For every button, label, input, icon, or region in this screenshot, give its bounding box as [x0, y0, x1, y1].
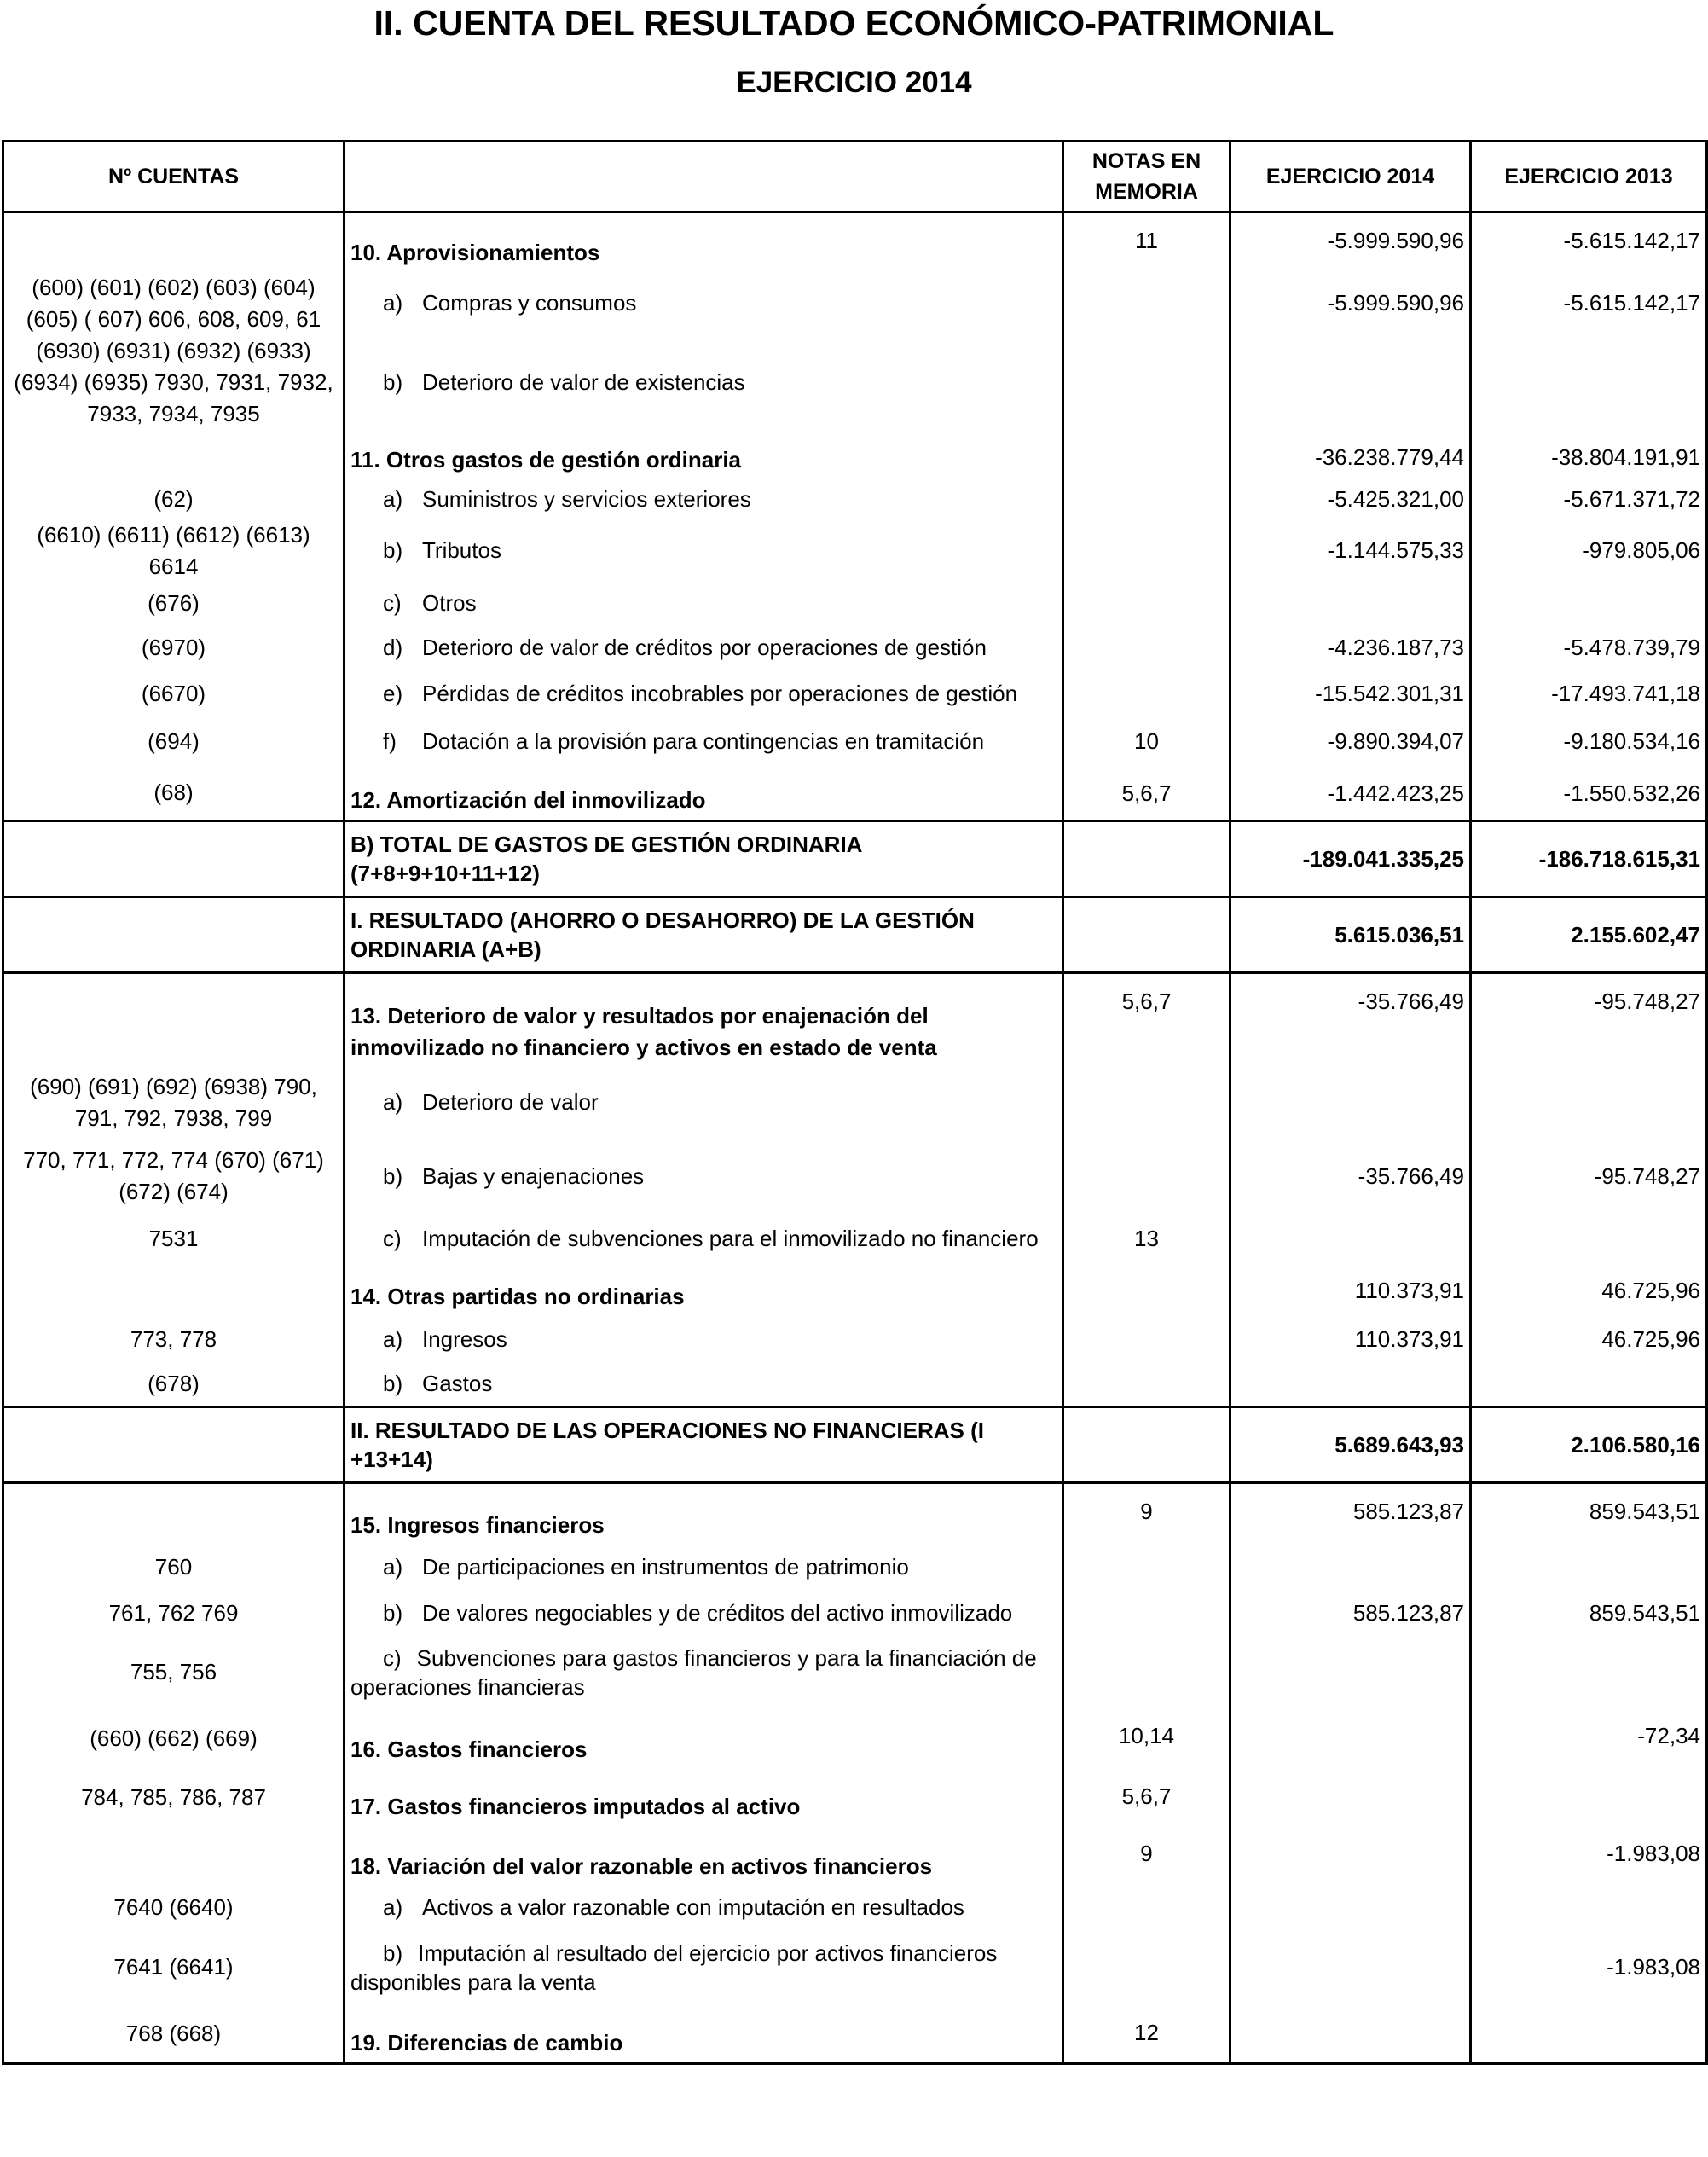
account-codes: 7641 (6641): [3, 1930, 344, 2005]
account-codes: (6930) (6931) (6932) (6933) (6934) (6935) 7930, 7931, 7932, 7933, 7934, 7935: [3, 335, 344, 430]
memoria-note: [1063, 1545, 1230, 1591]
value-2014: [1230, 1067, 1471, 1139]
concept-description: 19. Diferencias de cambio: [344, 2005, 1063, 2064]
table-row: [3, 717, 1707, 766]
item-text: Imputación al resultado del ejercicio por activos financieros disponibles para la venta: [350, 1940, 998, 1995]
result-table: [2, 140, 1708, 2065]
item-letter: e): [383, 681, 403, 706]
account-codes: [3, 212, 344, 272]
memoria-note: 5,6,7: [1063, 973, 1230, 1067]
value-2014: -35.766,49: [1230, 973, 1471, 1067]
table-row: [3, 625, 1707, 671]
value-2014: [1230, 335, 1471, 430]
value-2014: 110.373,91: [1230, 1263, 1471, 1316]
concept-description: [344, 583, 1063, 625]
account-codes: [3, 821, 344, 897]
value-2014: -1.442.423,25: [1230, 766, 1471, 821]
table-row: [3, 671, 1707, 717]
account-codes: [3, 897, 344, 973]
concept-description: [344, 335, 1063, 430]
value-2014: 585.123,87: [1230, 1591, 1471, 1637]
value-2013: [1471, 1545, 1707, 1591]
item-text: Bajas y enajenaciones: [422, 1163, 645, 1189]
item-text: De valores negociables y de créditos del activo inmovilizado: [422, 1600, 1013, 1626]
item-text: Suministros y servicios exteriores: [422, 485, 751, 512]
account-codes: (678): [3, 1363, 344, 1407]
concept-description: [344, 1930, 1063, 2005]
concept-description: B) TOTAL DE GASTOS DE GESTIÓN ORDINARIA (7+8+9+10+11+12): [344, 821, 1063, 897]
table-header-row: [3, 142, 1707, 212]
table-row: [3, 1215, 1707, 1263]
account-codes: [3, 973, 344, 1067]
account-codes: [3, 1263, 344, 1316]
item-letter: b): [383, 1163, 403, 1189]
concept-description: [344, 479, 1063, 519]
account-codes: (600) (601) (602) (603) (604) (605) ( 607) 606, 608, 609, 61: [3, 272, 344, 335]
item-letter: c): [383, 1225, 402, 1251]
memoria-note: [1063, 1886, 1230, 1930]
value-2014: [1230, 2005, 1471, 2064]
memoria-note: [1063, 272, 1230, 335]
value-2014: [1230, 1826, 1471, 1886]
item-letter: a): [383, 1325, 403, 1352]
memoria-note: [1063, 671, 1230, 717]
header-ejercicio-2013: EJERCICIO 2013: [1471, 142, 1707, 212]
item-text: Compras y consumos: [422, 290, 637, 316]
concept-description: I. RESULTADO (AHORRO O DESAHORRO) DE LA GESTIÓN ORDINARIA (A+B): [344, 897, 1063, 973]
account-codes: [3, 1826, 344, 1886]
account-codes: 770, 771, 772, 774 (670) (671) (672) (674): [3, 1139, 344, 1215]
memoria-note: [1063, 1637, 1230, 1708]
header-cuentas: Nº CUENTAS: [3, 142, 344, 212]
value-2014: -5.999.590,96: [1230, 272, 1471, 335]
concept-description: [344, 272, 1063, 335]
memoria-note: 5,6,7: [1063, 1769, 1230, 1826]
memoria-note: 5,6,7: [1063, 766, 1230, 821]
item-letter: c): [383, 1644, 402, 1671]
value-2014: -4.236.187,73: [1230, 625, 1471, 671]
item-letter: b): [383, 368, 403, 395]
table-row: [3, 1483, 1707, 1545]
value-2013: 859.543,51: [1471, 1483, 1707, 1545]
value-2013: [1471, 2005, 1707, 2064]
table-row: [3, 212, 1707, 272]
value-2013: -95.748,27: [1471, 1139, 1707, 1215]
item-text: De participaciones en instrumentos de patrimonio: [422, 1554, 909, 1580]
account-codes: (62): [3, 479, 344, 519]
concept-description: [344, 625, 1063, 671]
item-letter: c): [383, 590, 402, 616]
concept-description: [344, 1316, 1063, 1363]
value-2014: [1230, 1769, 1471, 1826]
memoria-note: 9: [1063, 1826, 1230, 1886]
value-2014: [1230, 1363, 1471, 1407]
concept-description: 16. Gastos financieros: [344, 1708, 1063, 1769]
value-2013: -186.718.615,31: [1471, 821, 1707, 897]
value-2013: -979.805,06: [1471, 519, 1707, 583]
account-codes: 761, 762 769: [3, 1591, 344, 1637]
header-concepto: [344, 142, 1063, 212]
account-codes: (6610) (6611) (6612) (6613) 6614: [3, 519, 344, 583]
memoria-note: [1063, 1067, 1230, 1139]
item-letter: a): [383, 1554, 403, 1580]
memoria-note: [1063, 1930, 1230, 2005]
memoria-note: [1063, 1316, 1230, 1363]
table-row: [3, 479, 1707, 519]
value-2013: -72,34: [1471, 1708, 1707, 1769]
item-text: Otros: [422, 590, 477, 616]
value-2014: 585.123,87: [1230, 1483, 1471, 1545]
value-2014: -5.999.590,96: [1230, 212, 1471, 272]
value-2014: [1230, 1637, 1471, 1708]
memoria-note: [1063, 897, 1230, 973]
table-row: [3, 2005, 1707, 2064]
memoria-note: 10,14: [1063, 1708, 1230, 1769]
account-codes: 755, 756: [3, 1637, 344, 1708]
value-2014: [1230, 1930, 1471, 2005]
value-2014: 5.615.036,51: [1230, 897, 1471, 973]
memoria-note: 9: [1063, 1483, 1230, 1545]
table-row: [3, 1708, 1707, 1769]
value-2013: [1471, 335, 1707, 430]
account-codes: 7531: [3, 1215, 344, 1263]
concept-description: 11. Otros gastos de gestión ordinaria: [344, 430, 1063, 479]
value-2014: -36.238.779,44: [1230, 430, 1471, 479]
concept-description: [344, 1139, 1063, 1215]
table-row: [3, 1263, 1707, 1316]
concept-description: [344, 519, 1063, 583]
item-text: Activos a valor razonable con imputación en resultados: [422, 1894, 964, 1920]
value-2014: -5.425.321,00: [1230, 479, 1471, 519]
account-codes: [3, 1483, 344, 1545]
value-2013: 46.725,96: [1471, 1263, 1707, 1316]
value-2013: -9.180.534,16: [1471, 717, 1707, 766]
concept-description: 18. Variación del valor razonable en activos financieros: [344, 1826, 1063, 1886]
value-2013: -5.478.739,79: [1471, 625, 1707, 671]
item-letter: f): [383, 728, 397, 754]
memoria-note: [1063, 821, 1230, 897]
memoria-note: 11: [1063, 212, 1230, 272]
concept-description: [344, 1886, 1063, 1930]
memoria-note: 12: [1063, 2005, 1230, 2064]
item-letter: b): [383, 1600, 403, 1626]
value-2014: [1230, 583, 1471, 625]
table-row: [3, 272, 1707, 335]
concept-description: 15. Ingresos financieros: [344, 1483, 1063, 1545]
item-letter: a): [383, 1089, 403, 1115]
memoria-note: [1063, 430, 1230, 479]
concept-description: II. RESULTADO DE LAS OPERACIONES NO FINANCIERAS (I +13+14): [344, 1407, 1063, 1483]
memoria-note: [1063, 625, 1230, 671]
item-text: Subvenciones para gastos financieros y para la financiación de operaciones financieras: [350, 1644, 1037, 1700]
table-row: [3, 1363, 1707, 1407]
memoria-note: 13: [1063, 1215, 1230, 1263]
item-letter: d): [383, 635, 403, 660]
item-text: Deterioro de valor de existencias: [422, 368, 745, 395]
value-2013: 46.725,96: [1471, 1316, 1707, 1363]
table-row: [3, 1637, 1707, 1708]
concept-description: [344, 717, 1063, 766]
value-2013: [1471, 1363, 1707, 1407]
concept-description: 12. Amortización del inmovilizado: [344, 766, 1063, 821]
value-2013: [1471, 1637, 1707, 1708]
value-2013: -1.550.532,26: [1471, 766, 1707, 821]
table-row: [3, 973, 1707, 1067]
value-2013: -5.615.142,17: [1471, 212, 1707, 272]
value-2013: -1.983,08: [1471, 1826, 1707, 1886]
memoria-note: [1063, 335, 1230, 430]
account-codes: 768 (668): [3, 2005, 344, 2064]
table-row: [3, 1067, 1707, 1139]
value-2014: -189.041.335,25: [1230, 821, 1471, 897]
table-row: [3, 1139, 1707, 1215]
value-2014: [1230, 1545, 1471, 1591]
concept-description: 14. Otras partidas no ordinarias: [344, 1263, 1063, 1316]
table-row: [3, 335, 1707, 430]
table-row: [3, 519, 1707, 583]
table-row: [3, 430, 1707, 479]
value-2013: 859.543,51: [1471, 1591, 1707, 1637]
concept-description: [344, 1363, 1063, 1407]
memoria-note: [1063, 1407, 1230, 1483]
account-codes: (676): [3, 583, 344, 625]
table-row: [3, 583, 1707, 625]
item-letter: a): [383, 1894, 403, 1920]
memoria-note: [1063, 1263, 1230, 1316]
item-text: Pérdidas de créditos incobrables por operaciones de gestión: [422, 681, 1018, 706]
account-codes: (6670): [3, 671, 344, 717]
value-2013: -17.493.741,18: [1471, 671, 1707, 717]
value-2013: [1471, 583, 1707, 625]
item-letter: b): [383, 1371, 403, 1397]
memoria-note: [1063, 1139, 1230, 1215]
value-2014: [1230, 1708, 1471, 1769]
memoria-note: [1063, 583, 1230, 625]
page-subtitle: EJERCICIO 2014: [736, 66, 972, 99]
total-row: [3, 821, 1707, 897]
concept-description: [344, 1591, 1063, 1637]
table-row: [3, 1316, 1707, 1363]
table-row: [3, 1886, 1707, 1930]
concept-description: [344, 1067, 1063, 1139]
item-text: Ingresos: [422, 1325, 507, 1352]
value-2013: [1471, 1886, 1707, 1930]
concept-description: [344, 1215, 1063, 1263]
concept-description: [344, 671, 1063, 717]
item-text: Dotación a la provisión para contingencias en tramitación: [422, 728, 985, 754]
item-text: Imputación de subvenciones para el inmovilizado no financiero: [422, 1225, 1039, 1251]
table-row: [3, 766, 1707, 821]
value-2014: [1230, 1886, 1471, 1930]
account-codes: [3, 430, 344, 479]
account-codes: (694): [3, 717, 344, 766]
item-letter: a): [383, 290, 403, 316]
concept-description: 10. Aprovisionamientos: [344, 212, 1063, 272]
account-codes: 7640 (6640): [3, 1886, 344, 1930]
memoria-note: [1063, 1591, 1230, 1637]
value-2014: 5.689.643,93: [1230, 1407, 1471, 1483]
account-codes: (690) (691) (692) (6938) 790, 791, 792, 7938, 799: [3, 1067, 344, 1139]
item-text: Tributos: [422, 537, 501, 563]
header-ejercicio-2014: EJERCICIO 2014: [1230, 142, 1471, 212]
item-text: Deterioro de valor: [422, 1089, 599, 1115]
total-row: [3, 897, 1707, 973]
value-2013: [1471, 1215, 1707, 1263]
memoria-note: [1063, 519, 1230, 583]
account-codes: (660) (662) (669): [3, 1708, 344, 1769]
value-2013: -38.804.191,91: [1471, 430, 1707, 479]
item-letter: b): [383, 537, 403, 563]
page-title: II. CUENTA DEL RESULTADO ECONÓMICO-PATRIMONIAL: [373, 3, 1335, 43]
table-row: [3, 1591, 1707, 1637]
account-codes: 784, 785, 786, 787: [3, 1769, 344, 1826]
table-row: [3, 1826, 1707, 1886]
item-letter: a): [383, 485, 403, 512]
account-codes: (6970): [3, 625, 344, 671]
value-2013: 2.155.602,47: [1471, 897, 1707, 973]
item-text: Deterioro de valor de créditos por operaciones de gestión: [422, 635, 987, 660]
memoria-note: 10: [1063, 717, 1230, 766]
table-row: [3, 1545, 1707, 1591]
concept-description: 17. Gastos financieros imputados al activo: [344, 1769, 1063, 1826]
account-codes: (68): [3, 766, 344, 821]
table-row: [3, 1769, 1707, 1826]
concept-description: [344, 1545, 1063, 1591]
value-2013: [1471, 1067, 1707, 1139]
value-2013: 2.106.580,16: [1471, 1407, 1707, 1483]
account-codes: 760: [3, 1545, 344, 1591]
value-2013: [1471, 1769, 1707, 1826]
item-letter: b): [383, 1940, 403, 1966]
header-notas: NOTAS EN MEMORIA: [1063, 142, 1230, 212]
concept-description: 13. Deterioro de valor y resultados por enajenación del inmovilizado no financiero y activos en estado de venta: [344, 973, 1063, 1067]
table-row: [3, 1930, 1707, 2005]
memoria-note: [1063, 479, 1230, 519]
total-row: [3, 1407, 1707, 1483]
value-2014: 110.373,91: [1230, 1316, 1471, 1363]
account-codes: [3, 1407, 344, 1483]
memoria-note: [1063, 1363, 1230, 1407]
value-2014: [1230, 1215, 1471, 1263]
value-2013: -5.615.142,17: [1471, 272, 1707, 335]
value-2014: -35.766,49: [1230, 1139, 1471, 1215]
value-2013: -1.983,08: [1471, 1930, 1707, 2005]
item-text: Gastos: [422, 1371, 493, 1397]
value-2013: -95.748,27: [1471, 973, 1707, 1067]
value-2013: -5.671.371,72: [1471, 479, 1707, 519]
account-codes: 773, 778: [3, 1316, 344, 1363]
value-2014: -15.542.301,31: [1230, 671, 1471, 717]
concept-description: [344, 1637, 1063, 1708]
value-2014: -1.144.575,33: [1230, 519, 1471, 583]
value-2014: -9.890.394,07: [1230, 717, 1471, 766]
